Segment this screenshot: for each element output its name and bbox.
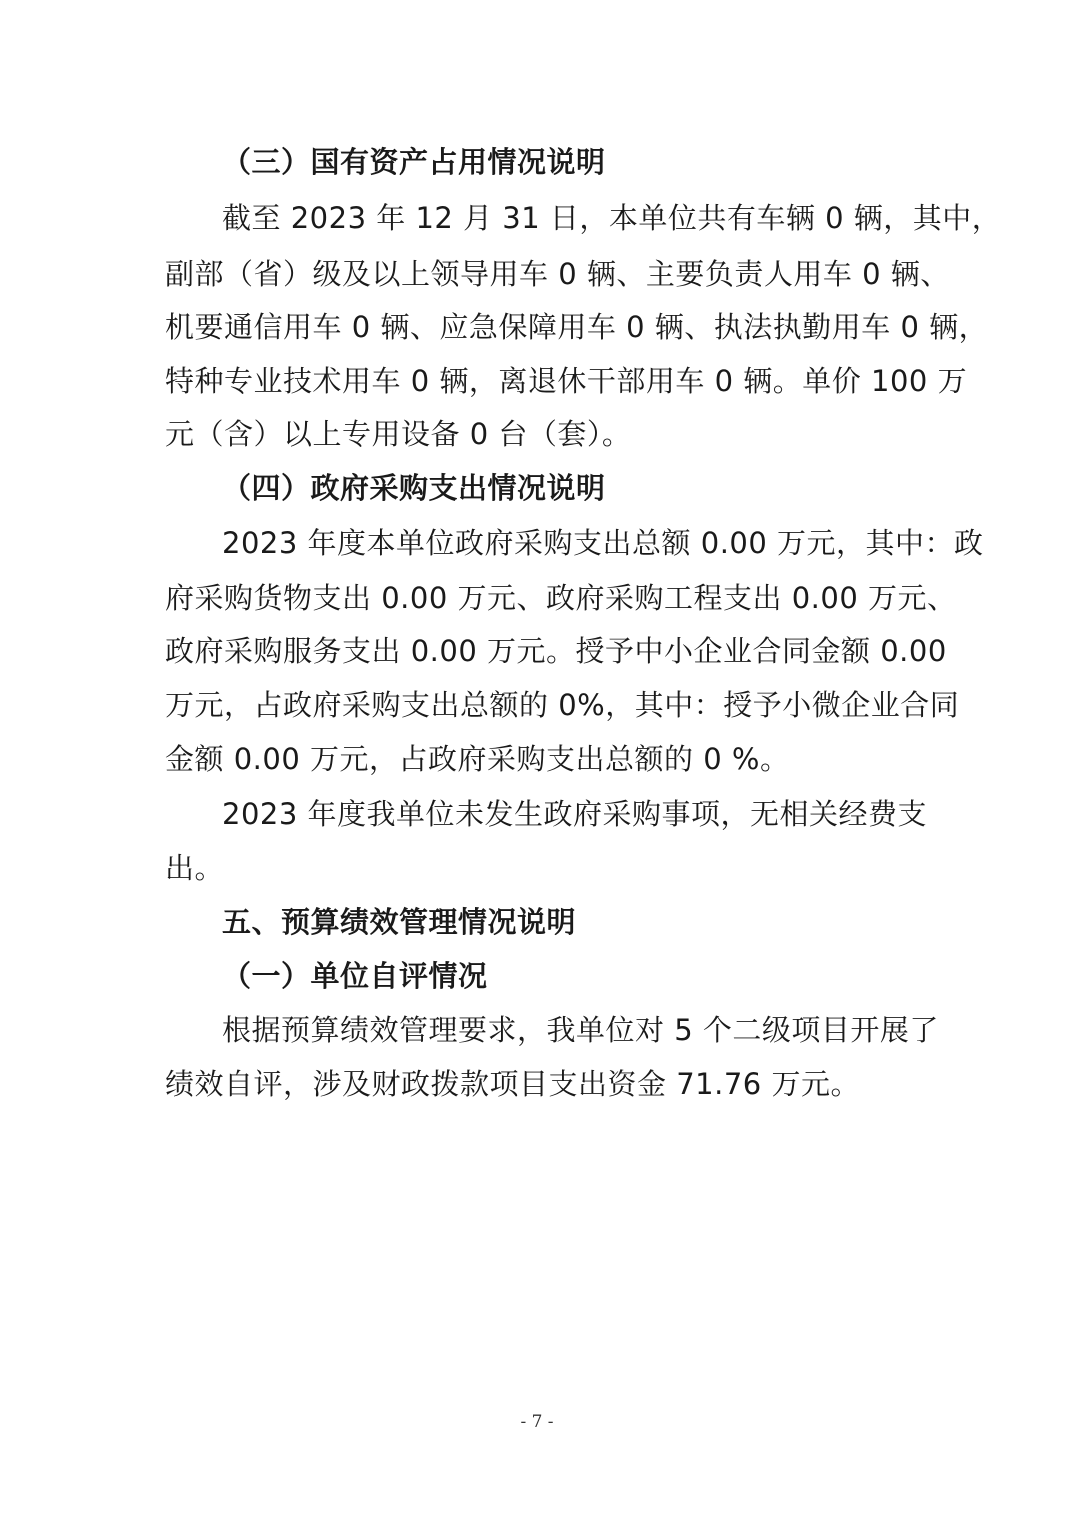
paragraph-line: 截至 2023 年 12 月 31 日，本单位共有车辆 0 辆，其中， bbox=[222, 201, 1002, 235]
page-number: - 7 - bbox=[520, 1412, 554, 1432]
paragraph-line: 出。 bbox=[165, 851, 225, 885]
section-heading-performance: 五、预算绩效管理情况说明 bbox=[222, 905, 577, 939]
paragraph-line: 2023 年度我单位未发生政府采购事项，无相关经费支 bbox=[222, 797, 928, 831]
section-heading-procurement: （四）政府采购支出情况说明 bbox=[222, 471, 606, 505]
subsection-heading-self-evaluation: （一）单位自评情况 bbox=[222, 959, 488, 993]
paragraph-line: 特种专业技术用车 0 辆，离退休干部用车 0 辆。单价 100 万 bbox=[165, 364, 968, 398]
paragraph-line: 副部（省）级及以上领导用车 0 辆、主要负责人用车 0 辆、 bbox=[165, 257, 950, 291]
paragraph-line: 机要通信用车 0 辆、应急保障用车 0 辆、执法执勤用车 0 辆， bbox=[165, 310, 989, 344]
paragraph-line: 府采购货物支出 0.00 万元、政府采购工程支出 0.00 万元、 bbox=[165, 581, 957, 615]
paragraph-line: 2023 年度本单位政府采购支出总额 0.00 万元，其中：政 bbox=[222, 526, 984, 560]
paragraph-line: 万元，占政府采购支出总额的 0%，其中：授予小微企业合同 bbox=[165, 688, 960, 722]
paragraph-line: 绩效自评，涉及财政拨款项目支出资金 71.76 万元。 bbox=[165, 1067, 860, 1101]
paragraph-line: 元（含）以上专用设备 0 台（套）。 bbox=[165, 417, 632, 451]
paragraph-line: 政府采购服务支出 0.00 万元。授予中小企业合同金额 0.00 bbox=[165, 634, 947, 668]
section-heading-state-assets: （三）国有资产占用情况说明 bbox=[222, 145, 606, 179]
paragraph-line: 金额 0.00 万元，占政府采购支出总额的 0 %。 bbox=[165, 742, 790, 776]
paragraph-line: 根据预算绩效管理要求，我单位对 5 个二级项目开展了 bbox=[222, 1013, 939, 1047]
